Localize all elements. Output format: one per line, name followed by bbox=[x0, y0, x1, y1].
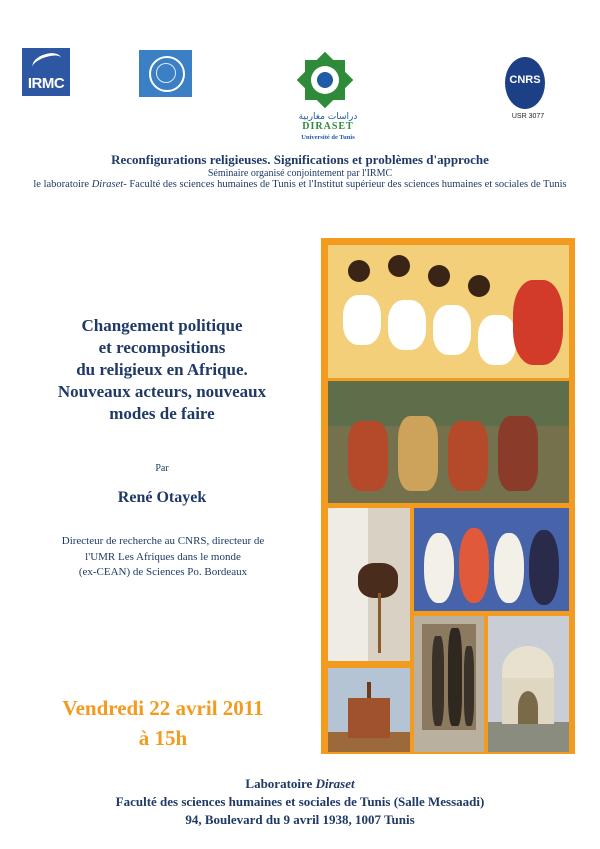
seminar-partners bbox=[20, 178, 580, 192]
event-time: à 15h bbox=[138, 726, 188, 750]
speaker-name: René Otayek bbox=[117, 489, 207, 506]
university-tunis-logo bbox=[139, 50, 192, 97]
diraset-arabic: دراسات مغاربية bbox=[298, 112, 358, 122]
partners-diraset: Diraset bbox=[91, 179, 124, 190]
irmc-logo bbox=[22, 48, 70, 96]
venue-lab bbox=[0, 775, 600, 793]
diraset-logo bbox=[295, 56, 355, 116]
talk-title-line: du religieux en Afrique. bbox=[76, 360, 248, 379]
event-datetime bbox=[32, 693, 294, 753]
venue-lab-name: Diraset bbox=[315, 776, 355, 791]
speaker-bio bbox=[32, 534, 294, 581]
seminar-title: Reconfigurations religieuses. Significations et problèmes d'approche bbox=[111, 152, 489, 167]
partners-rest: - Faculté des sciences humaines de Tunis et l'Institut supérieur des sciences humaines et sociales de Tunis bbox=[123, 179, 567, 190]
cnrs-logo bbox=[505, 57, 545, 109]
irmc-swoosh-icon bbox=[30, 50, 64, 75]
talk-title-line: et recompositions bbox=[98, 338, 226, 357]
emblem-center-icon bbox=[317, 72, 333, 88]
diraset-name: DIRASET bbox=[302, 121, 354, 132]
venue-lab-prefix: Laboratoire bbox=[245, 776, 316, 791]
event-date: Vendredi 22 avril 2011 bbox=[62, 696, 264, 720]
partners-prefix: le laboratoire bbox=[33, 179, 92, 190]
bio-line: l'UMR Les Afriques dans le monde bbox=[85, 550, 241, 563]
photo-stone-church bbox=[328, 668, 410, 752]
painting-sufi-gathering bbox=[328, 245, 569, 378]
photo-domed-church bbox=[488, 616, 569, 752]
cnrs-logo-text: CNRS bbox=[509, 74, 541, 86]
photo-carved-statues bbox=[414, 616, 484, 752]
cnrs-usr-label: USR 3077 bbox=[511, 113, 545, 120]
irmc-logo-text: IRMC bbox=[27, 75, 65, 92]
talk-title-line: Nouveaux acteurs, nouveaux bbox=[57, 382, 267, 401]
venue-address bbox=[0, 775, 600, 829]
venue-street: 94, Boulevard du 9 avril 1938, 1007 Tunis bbox=[185, 812, 415, 827]
bio-line: (ex-CEAN) de Sciences Po. Bordeaux bbox=[78, 566, 248, 578]
photo-collage bbox=[321, 238, 575, 754]
photo-masked-dancers bbox=[328, 381, 569, 503]
talk-title-line: modes de faire bbox=[109, 404, 215, 423]
bio-line: Directeur de recherche au CNRS, directeur de bbox=[61, 535, 265, 547]
emblem-inner-icon bbox=[156, 63, 176, 83]
talk-title-line: Changement politique bbox=[81, 316, 243, 335]
seminar-organizer: Séminaire organisé conjointement par l'IRMC bbox=[207, 168, 393, 179]
par-label: Par bbox=[155, 463, 169, 474]
photo-prayer-beads bbox=[328, 508, 410, 661]
talk-title bbox=[32, 315, 292, 425]
painting-veiled-figures bbox=[414, 508, 569, 611]
diraset-university: Université de Tunis bbox=[301, 134, 355, 141]
venue-faculty: Faculté des sciences humaines et sociales de Tunis (Salle Messaadi) bbox=[115, 794, 485, 809]
